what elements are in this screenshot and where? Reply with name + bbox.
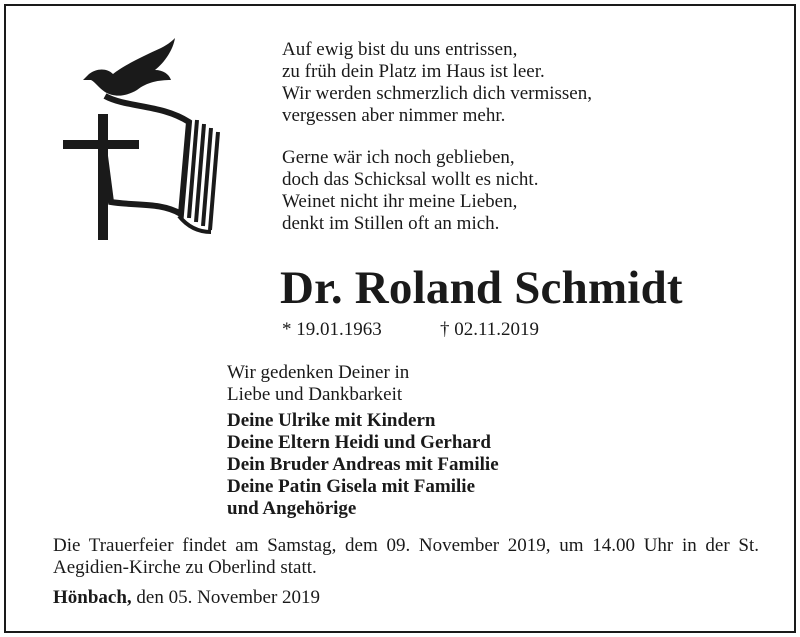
mourner: Deine Patin Gisela mit Familie [227, 476, 476, 497]
book-icon [105, 96, 218, 232]
poem-line: denkt im Stillen oft an mich. [282, 213, 500, 234]
memorial-text [227, 362, 409, 406]
memorial-line: Liebe und Dankbarkeit [227, 384, 403, 405]
cross-icon [63, 114, 139, 240]
dove-icon [83, 38, 175, 96]
poem-line: doch das Schicksal wollt es nicht. [282, 169, 539, 190]
memorial-line: Wir gedenken Deiner in [227, 362, 410, 383]
poem-line: Weinet nicht ihr meine Lieben, [282, 191, 518, 212]
poem-line: Auf ewig bist du uns entrissen, [282, 39, 518, 60]
poem-line: vergessen aber nimmer mehr. [282, 105, 506, 126]
deceased-name: Dr. Roland Schmidt [280, 262, 683, 314]
mourner: Dein Bruder Andreas mit Familie [227, 454, 499, 475]
mourner: Deine Eltern Heidi und Gerhard [227, 432, 491, 453]
poem-line: zu früh dein Platz im Haus ist leer. [282, 61, 545, 82]
stanza-gap [282, 127, 592, 147]
birth-date: * 19.01.1963 [282, 319, 382, 340]
obituary-frame [4, 4, 796, 633]
emblem [61, 36, 231, 246]
signoff-place: Hönbach, [53, 587, 132, 608]
mourners-list [227, 410, 499, 520]
poem [282, 39, 592, 235]
signoff [53, 587, 320, 609]
poem-line: Wir werden schmerzlich dich vermissen, [282, 83, 592, 104]
mourner: und Angehörige [227, 498, 357, 519]
poem-line: Gerne wär ich noch geblieben, [282, 147, 515, 168]
mourner: Deine Ulrike mit Kindern [227, 410, 436, 431]
funeral-notice: Die Trauerfeier findet am Samstag, dem 09. November 2019, um 14.00 Uhr in der St. Aegidien-Kirche zu Oberlind statt. [53, 535, 759, 578]
signoff-date: den 05. November 2019 [136, 587, 321, 608]
death-date: † 02.11.2019 [440, 319, 540, 340]
